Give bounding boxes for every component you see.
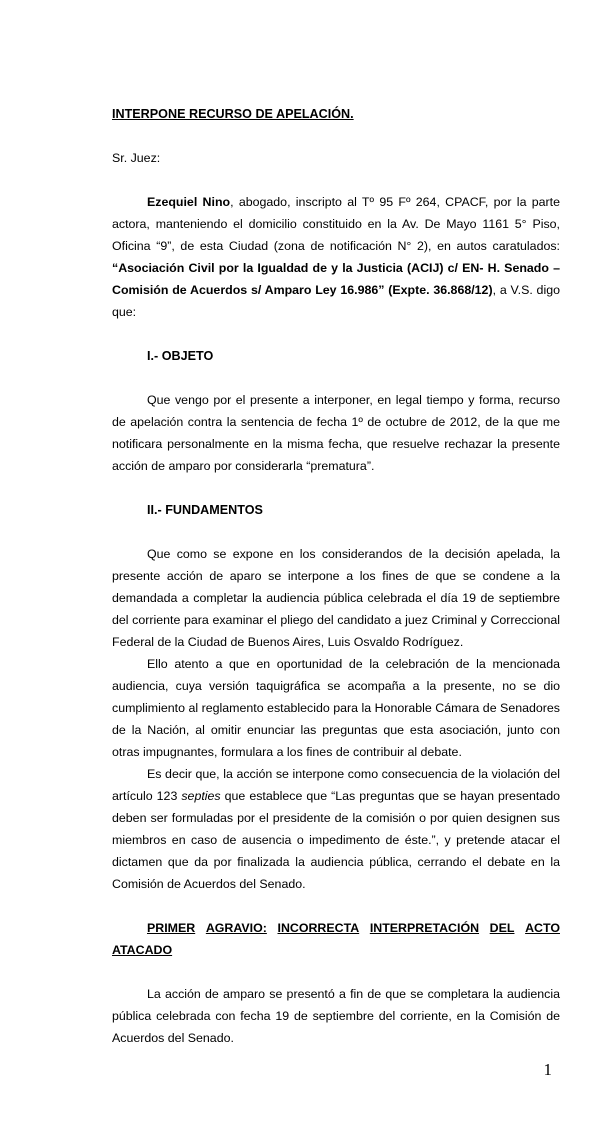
objeto-paragraph [112,389,560,477]
agravio-text: La acción de amparo se presentó a fin de que se completara la audiencia pública celebrada con fecha 19 de septiembre del corriente, en la Comisión de Acuerdos del Senado. [112,987,560,1045]
document-body [112,103,560,1081]
page-number: 1 [543,1060,552,1079]
case-title: “Asociación Civil por la Igualdad de y la Justicia (ACIJ) c/ EN- H. Senado – Comisión de Acuerdos s/ Amparo Ley 16.986” (Expte. 36.868/12) [112,261,560,297]
agravio-line2: ATACADO [112,943,173,957]
intro-paragraph [112,191,560,323]
salutation: Sr. Juez: [112,151,161,165]
intro-text: , abogado, inscripto al Tº 95 Fº 264, CPACF, por la parte actora, manteniendo el domicilio constituido en la Av. De Mayo 1161 5° Piso, Oficina “9”, de esta Ciudad (zona de notificación N° 2), en autos caratulados: [112,195,560,253]
agravio-word: AGRAVIO: [205,921,267,935]
agravio-word: INCORRECTA [277,921,360,935]
fundamentos-p3 [112,763,560,895]
fundamentos-paragraphs [112,543,560,895]
lawyer-name: Ezequiel Nino [147,195,231,209]
agravio-word: INTERPRETACIÓN [369,921,480,935]
agravio-word: DEL [489,921,515,935]
intro-text-end: , a V.S. digo que: [112,283,560,319]
p3-text-b: que establece que “Las preguntas que se hayan presentado deben ser formuladas por el presidente de la comisión o por quien designen sus miembros en caso de ausencia o impedimento de éste.”, y pretende atacar el dictamen que da por finalizada la audiencia pública, cerrando el debate en la Comisión de Acuerdos del Senado. [112,789,560,891]
agravio-heading [112,917,560,961]
document-title: INTERPONE RECURSO DE APELACIÓN. [112,107,354,121]
objeto-text: Que vengo por el presente a interponer, en legal tiempo y forma, recurso de apelación contra la sentencia de fecha 1º de octubre de 2012, de la que me notificara personalmente en la misma fecha, que resuelve rechazar la presente acción de amparo por considerarla “prematura”. [112,393,560,473]
agravio-word: ACTO [525,921,560,935]
agravio-paragraph [112,983,560,1049]
p3-text-a: Es decir que, la acción se interpone como consecuencia de la violación del artículo 123 [112,767,560,803]
section-heading-fundamentos: II.- FUNDAMENTOS [147,503,263,517]
fundamentos-p1: Que como se expone en los considerandos de la decisión apelada, la presente acción de aparo se interpone a los fines de que se condene a la demandada a completar la audiencia pública celebrada el día 19 de septiembre del corriente para examinar el pliego del candidato a juez Criminal y Correccional Federal de la Ciudad de Buenos Aires, Luis Osvaldo Rodríguez. [112,547,560,649]
fundamentos-p2: Ello atento a que en oportunidad de la celebración de la mencionada audiencia, cuya versión taquigráfica se acompaña a la presente, no se dio cumplimiento al reglamento establecido para la Honorable Cámara de Senadores de la Nación, al omitir enunciar las preguntas que esta asociación, junto con otras impugnantes, formulara a los fines de contribuir al debate. [112,657,560,759]
section-heading-objeto: I.- OBJETO [147,349,214,363]
agravio-word: PRIMER [147,921,196,935]
p3-italic: septies [181,789,221,803]
